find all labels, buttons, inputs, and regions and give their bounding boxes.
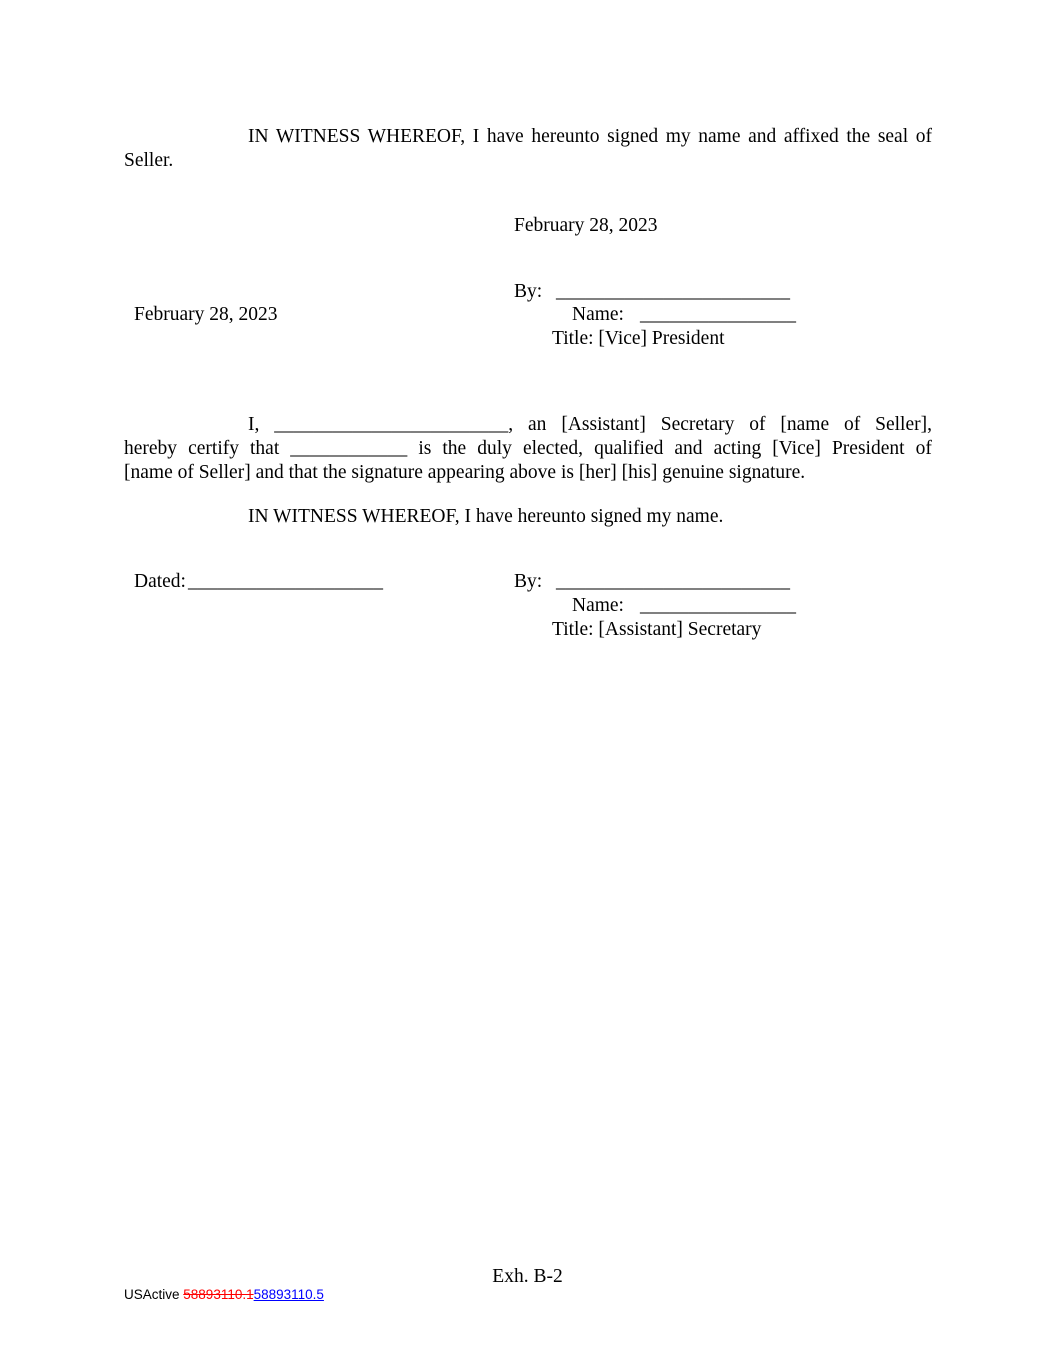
dated-label: Dated: xyxy=(134,571,186,592)
cert-word: the xyxy=(442,438,467,459)
cert-word: and xyxy=(674,438,703,459)
witness-clause-2: IN WITNESS WHEREOF, I have hereunto signed my name. xyxy=(248,506,724,527)
deleted-doc-id: 58893110.1 xyxy=(183,1287,254,1302)
certification-line-3: [name of Seller] and that the signature appearing above is [her] [his] genuine signature. xyxy=(124,462,806,483)
cert-word: Seller], xyxy=(875,414,932,435)
certification-line-2 xyxy=(124,437,932,461)
by-label-2: By: xyxy=(514,571,543,592)
cert-word: [Vice] xyxy=(772,438,821,459)
page-label: Exh. B-2 xyxy=(492,1266,563,1287)
name-blank-1: ________________ xyxy=(640,304,796,325)
cert-word: an xyxy=(528,414,547,435)
cert-word: is xyxy=(418,438,432,459)
cert-word: hereby xyxy=(124,438,178,459)
cert-word: [name xyxy=(780,414,830,435)
inserted-doc-id: 58893110.5 xyxy=(253,1287,324,1302)
assistant-secretary-name-blank: ________________________, xyxy=(274,414,514,435)
title-line-2: Title: [Assistant] Secretary xyxy=(552,619,762,640)
vice-president-name-blank: ____________ xyxy=(290,438,408,459)
witness-clause-1: IN WITNESS WHEREOF, I have hereunto signed my name and affixed the seal of Seller. xyxy=(124,126,932,171)
cert-word: duly xyxy=(477,438,512,459)
name-label-1: Name: xyxy=(572,304,624,325)
certification-line-1 xyxy=(248,413,932,437)
name-blank-2: ________________ xyxy=(640,595,796,616)
cert-word: [Assistant] xyxy=(561,414,646,435)
cert-word: of xyxy=(915,438,932,459)
document-id-footer xyxy=(124,1287,324,1303)
title-line-1: Title: [Vice] President xyxy=(552,328,725,349)
cert-word: of xyxy=(844,414,861,435)
signature-date-top: February 28, 2023 xyxy=(514,215,658,236)
cert-word: that xyxy=(250,438,280,459)
name-label-2: Name: xyxy=(572,595,624,616)
cert-word: President xyxy=(831,438,905,459)
dated-blank: ____________________ xyxy=(188,571,383,592)
signature-date-left: February 28, 2023 xyxy=(134,304,278,325)
cert-word: elected, xyxy=(522,438,584,459)
cert-word: qualified xyxy=(594,438,664,459)
by-label-1: By: xyxy=(514,281,543,302)
cert-word: acting xyxy=(713,438,762,459)
by-signature-blank-2: ________________________ xyxy=(556,571,790,592)
cert-word: Secretary xyxy=(660,414,735,435)
cert-word: of xyxy=(749,414,766,435)
doc-prefix: USActive xyxy=(124,1287,184,1302)
cert-word: I, xyxy=(248,414,260,435)
by-signature-blank-1: ________________________ xyxy=(556,281,790,302)
cert-word: certify xyxy=(188,438,239,459)
